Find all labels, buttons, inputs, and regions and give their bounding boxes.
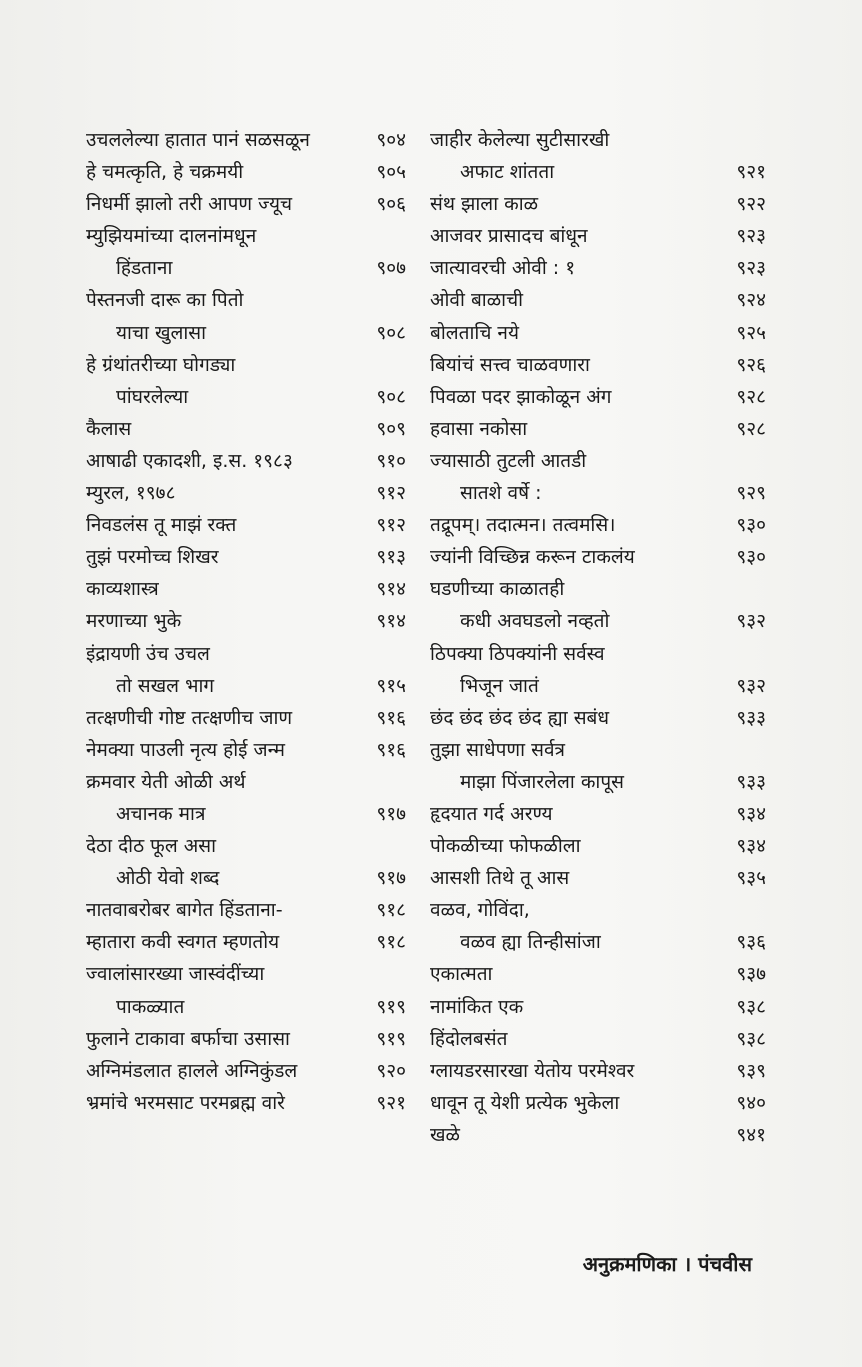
toc-entry [430,894,750,926]
toc-entry-title: आषाढी एकादशी, इ.स. १९८३ [86,449,293,472]
toc-entry-page-number: ९०५ [376,161,406,184]
toc-entry-page-number: ९२३ [736,225,766,248]
toc-entry-page-number: ९३३ [736,706,766,729]
toc-entry-title: तो सखल भाग [116,674,215,697]
toc-entry-title: नामांकित एक [430,995,524,1018]
toc-entry [430,188,766,220]
toc-entry-title: तुझा साधेपणा सर्वत्र [430,738,565,761]
toc-entry [430,958,766,990]
toc-entry-page-number: ९१९ [376,1027,406,1050]
toc-left-column [86,124,406,1119]
toc-entry [86,220,406,252]
toc-entry-title: ओवी बाळाची [430,289,524,312]
toc-entry [430,509,766,541]
toc-entry [86,349,406,381]
toc-entry-page-number: ९२२ [736,193,766,216]
toc-entry-title: देठा दीठ फूल असा [86,835,217,858]
toc-entry-page-number: ९३६ [736,931,766,954]
toc-entry [86,284,406,316]
toc-entry [430,830,766,862]
toc-entry [86,766,406,798]
toc-entry [86,413,406,445]
toc-entry-page-number: ९२१ [736,161,766,184]
toc-entry-title: वळव ह्या तिन्हीसांजा [460,931,601,954]
toc-entry-page-number: ९०८ [376,385,406,408]
toc-entry-title: इंद्रायणी उंच उचल [86,642,210,665]
toc-entry-page-number: ९२४ [736,289,766,312]
toc-entry-title: धावून तू येशी प्रत्येक भुकेला [430,1091,620,1114]
toc-entry-page-number: ९१७ [376,802,406,825]
toc-entry [430,798,766,830]
toc-entry [430,573,750,605]
toc-entry-page-number: ९१४ [376,578,406,601]
toc-entry [430,702,766,734]
toc-entry-title: तुझं परमोच्च शिखर [86,546,219,569]
toc-entry [430,670,766,702]
toc-entry [430,926,766,958]
toc-entry-page-number: ९४१ [736,1123,766,1146]
toc-entry [430,445,750,477]
toc-entry [430,284,766,316]
toc-entry [86,541,406,573]
toc-entry-title: एकात्मता [430,963,493,986]
toc-entry [86,381,406,413]
toc-entry-title: बियांचं सत्त्व चाळवणारा [430,353,590,376]
toc-entry-title: ठिपक्या ठिपक्यांनी सर्वस्व [430,642,605,665]
toc-entry-page-number: ९३० [736,546,766,569]
toc-entry-title: निधर्मी झालो तरी आपण ज्यूच [86,193,293,216]
toc-entry-page-number: ९१२ [376,482,406,505]
toc-entry-title: पोकळीच्या फोफळीला [430,835,581,858]
toc-entry-page-number: ९३८ [736,995,766,1018]
toc-entry [430,862,766,894]
toc-entry-title: बोलताचि नये [430,321,519,344]
toc-entry [86,156,406,188]
toc-entry-title: कैलास [86,417,132,440]
toc-entry-page-number: ९१६ [376,706,406,729]
toc-entry [430,1023,766,1055]
toc-entry [430,124,750,156]
toc-entry-title: कधी अवघडलो नव्हतो [460,610,610,633]
toc-entry-page-number: ९३० [736,514,766,537]
toc-entry-page-number: ९३७ [736,963,766,986]
toc-entry [86,991,406,1023]
toc-entry-title: पेस्तनजी दारू का पितो [86,289,244,312]
toc-entry-title: जाहीर केलेल्या सुटीसारखी [430,129,610,151]
toc-entry [86,605,406,637]
toc-entry [86,1087,406,1119]
toc-entry [86,862,406,894]
toc-entry [430,220,766,252]
toc-entry-page-number: ९१५ [376,674,406,697]
toc-entry [86,894,406,926]
toc-entry-title: काव्यशास्त्र [86,578,159,601]
toc-entry-page-number: ९३५ [736,867,766,890]
toc-entry-title: ज्यासाठी तुटली आतडी [430,449,587,472]
toc-entry-title: उचललेल्या हातात पानं सळसळून [86,129,310,151]
toc-entry [430,381,766,413]
toc-entry [86,124,406,156]
toc-entry-title: भिजून जातं [460,674,539,697]
toc-entry-page-number: ९०९ [376,417,406,440]
toc-entry [430,638,750,670]
toc-entry-title: ग्लायडरसारखा येतोय परमेश्वर [430,1059,635,1082]
toc-entry [430,1119,766,1151]
toc-entry-page-number: ९१७ [376,867,406,890]
toc-entry [86,734,406,766]
toc-entry-title: जात्यावरची ओवी : १ [430,257,576,280]
toc-entry-title: खळे [430,1123,460,1146]
toc-entry [430,605,766,637]
toc-entry [86,1055,406,1087]
toc-entry-page-number: ९१८ [376,931,406,954]
toc-entry-title: सातशे वर्षे : [460,482,542,505]
toc-entry [86,573,406,605]
toc-entry-page-number: ९३३ [736,770,766,793]
toc-entry-title: नेमक्या पाउली नृत्य होई जन्म [86,738,286,761]
toc-entry [86,445,406,477]
toc-entry [430,1087,766,1119]
toc-entry-page-number: ९४० [736,1091,766,1114]
toc-right-column [430,124,766,1151]
toc-entry-page-number: ९१२ [376,514,406,537]
toc-entry-title: छंद छंद छंद छंद ह्या सबंध [430,706,610,729]
toc-entry [86,958,406,990]
toc-entry [430,991,766,1023]
toc-entry-title: संथ झाला काळ [430,193,539,216]
toc-entry-page-number: ९२६ [736,353,766,376]
toc-entry-title: हे ग्रंथांतरीच्या घोगड्या [86,353,236,376]
toc-entry-page-number: ९२८ [736,385,766,408]
toc-entry [86,252,406,284]
toc-entry-page-number: ९१६ [376,738,406,761]
toc-entry [86,1023,406,1055]
toc-entry-title: आजवर प्रासादच बांधून [430,225,588,248]
toc-entry-page-number: ९३२ [736,674,766,697]
toc-entry-title: ज्वालांसारख्या जास्वंदींच्या [86,963,265,986]
toc-entry [430,477,766,509]
toc-entry-title: माझा पिंजारलेला कापूस [460,770,624,793]
toc-entry [86,188,406,220]
page-footer: अनुक्रमणिका । पंचवीस [582,1252,752,1276]
toc-entry-title: आसशी तिथे तू आस [430,867,570,890]
toc-entry-page-number: ९०८ [376,321,406,344]
toc-entry-title: अग्निमंडलात हालले अग्निकुंडल [86,1059,298,1082]
toc-entry-title: घडणीच्या काळातही [430,578,565,601]
toc-entry-title: पांघरलेल्या [116,385,189,408]
toc-entry-title: पिवळा पदर झाकोळून अंग [430,385,612,408]
toc-entry-title: याचा खुलासा [116,321,207,344]
toc-entry-page-number: ९०४ [376,129,406,151]
toc-entry-title: तत्क्षणीची गोष्ट तत्क्षणीच जाण [86,706,293,729]
toc-entry [430,413,766,445]
toc-entry-title: नातवाबरोबर बागेत हिंडताना- [86,899,283,922]
toc-entry-title: निवडलंस तू माझं रक्त [86,514,237,537]
toc-entry-page-number: ९२३ [736,257,766,280]
toc-entry [430,156,766,188]
toc-entry-title: ओठी येवो शब्द [116,867,220,890]
toc-entry-title: म्युझियमांच्या दालनांमधून [86,225,257,248]
toc-entry [86,670,406,702]
toc-entry-page-number: ९२१ [376,1091,406,1114]
toc-entry [86,477,406,509]
toc-entry [430,734,750,766]
toc-entry-title: हवासा नकोसा [430,417,528,440]
toc-entry [430,252,766,284]
toc-entry-page-number: ९१३ [376,546,406,569]
toc-entry-title: मरणाच्या भुके [86,610,182,633]
toc-entry-page-number: ९२९ [736,482,766,505]
toc-entry-page-number: ९१४ [376,610,406,633]
toc-entry [430,349,766,381]
toc-entry-title: म्हातारा कवी स्वगत म्हणतोय [86,931,280,954]
toc-entry [86,798,406,830]
toc-entry-title: ज्यांनी विच्छिन्न करून टाकलंय [430,546,635,569]
toc-entry-page-number: ९२८ [736,417,766,440]
toc-entry-page-number: ९०६ [376,193,406,216]
toc-entry [430,317,766,349]
toc-entry [86,926,406,958]
toc-entry [86,830,406,862]
toc-entry-page-number: ९२५ [736,321,766,344]
toc-entry-page-number: ९१८ [376,899,406,922]
toc-entry-title: म्युरल, १९७८ [86,482,176,505]
toc-entry-page-number: ९१९ [376,995,406,1018]
toc-entry-title: पाकळ्यात [116,995,185,1018]
toc-entry-page-number: ९३४ [736,835,766,858]
toc-entry-title: हे चमत्कृति, हे चक्रमयी [86,161,244,184]
toc-entry-page-number: ९३९ [736,1059,766,1082]
toc-entry-page-number: ९३४ [736,802,766,825]
toc-entry [86,509,406,541]
toc-entry-page-number: ९०७ [376,257,406,280]
toc-entry [86,638,406,670]
toc-entry-title: फुलाने टाकावा बर्फाचा उसासा [86,1027,290,1050]
toc-entry-title: क्रमवार येती ओळी अर्थ [86,770,246,793]
toc-entry [86,702,406,734]
toc-entry-page-number: ९३८ [736,1027,766,1050]
toc-entry [430,1055,766,1087]
toc-entry [86,317,406,349]
toc-entry [430,766,766,798]
toc-entry-title: तद्रूपम्। तदात्मन। तत्वमसि। [430,514,616,537]
toc-entry-title: हृदयात गर्द अरण्य [430,802,553,825]
toc-entry-title: अचानक मात्र [116,802,206,825]
toc-entry-title: अफाट शांतता [460,161,555,184]
toc-entry [430,541,766,573]
toc-entry-title: भ्रमांचे भरमसाट परमब्रह्म वारे [86,1091,285,1114]
toc-entry-page-number: ९१० [376,449,406,472]
toc-entry-title: हिंडताना [116,257,173,280]
toc-entry-page-number: ९२० [376,1059,406,1082]
toc-entry-title: वळव, गोविंदा, [430,899,530,922]
toc-entry-page-number: ९३२ [736,610,766,633]
toc-entry-title: हिंदोलबसंत [430,1027,508,1050]
